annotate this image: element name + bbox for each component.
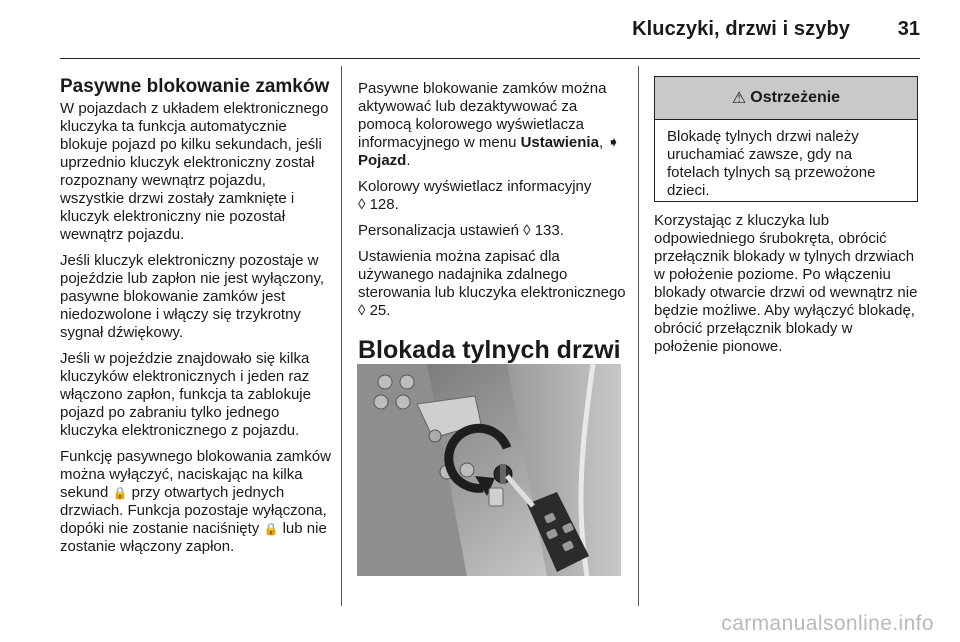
- paragraph: Jeśli w pojeździe znajdowało się kilka kluczyków elektronicznych i jeden raz włączono zapłon, funkcja ta zablokuje pojazd po zabraniu tylko jednego kluczyka elektronicznego z pojazdu.: [60, 350, 311, 439]
- submenu-name: Pojazd: [358, 152, 407, 169]
- door-lock-illustration: [357, 364, 621, 576]
- text-run: lub nie zostanie włączony zapłon.: [60, 520, 327, 555]
- door-lock-photo: [357, 364, 621, 576]
- header-title: Kluczyki, drzwi i szyby: [632, 18, 850, 40]
- page-reference-icon: ◊: [358, 196, 366, 213]
- lock-icon: 🔒: [112, 486, 128, 500]
- warning-header: [655, 77, 917, 120]
- menu-name: Ustawienia: [520, 134, 599, 151]
- column-3: [654, 212, 920, 364]
- warning-title: Ostrzeżenie: [750, 89, 841, 106]
- text-run: ,: [598, 134, 604, 151]
- text-run: przy otwartych jednych drzwiach. Funkcja pozostaje wyłączona, dopóki nie zostanie naciśnięty: [60, 484, 327, 537]
- paragraph: [60, 448, 332, 556]
- paragraph: Korzystając z kluczyka lub odpowiedniego śrubokręta, obrócić przełącznik blokady w tylnych drzwiach w położenie poziome. Po włączeniu blokady otwarcie drzwi od wewnątrz nie będzie możliwe. Aby wyłączyć blokadę, obrócić przełącznik blokady w położenie pionowe.: [654, 212, 918, 355]
- page-reference: 25.: [369, 302, 391, 319]
- text-run: Kolorowy wyświetlacz informacyjny: [358, 178, 592, 195]
- column-1: [60, 66, 332, 564]
- page-reference: 128.: [369, 196, 399, 213]
- warning-icon: ⚠: [731, 90, 747, 107]
- text-run: .: [406, 152, 411, 169]
- lock-icon: 🔒: [263, 522, 279, 536]
- page-reference-icon: ◊: [523, 222, 531, 239]
- watermark: carmanualsonline.info: [721, 612, 934, 635]
- text-run: Pasywne blokowanie zamków można aktywować lub dezaktywować za pomocą kolorowego wyświetlacza informacyjnego w menu: [358, 80, 607, 151]
- section-heading-rear-door-lock: Blokada tylnych drzwi: [358, 336, 621, 364]
- paragraph: [358, 80, 626, 170]
- page-reference: 133.: [534, 222, 564, 239]
- warning-text: Blokadę tylnych drzwi należy uruchamiać zawsze, gdy na fotelach tylnych są przewożone dzieci.: [667, 128, 876, 199]
- section-heading-passive-locking: Pasywne blokowanie zamków: [60, 76, 330, 97]
- column-divider-1: [341, 66, 342, 606]
- column-2: [358, 80, 626, 378]
- text-run: Ustawienia można zapisać dla używanego nadajnika zdalnego sterowania lub kluczyka elektronicznego: [358, 248, 626, 301]
- paragraph: [358, 178, 626, 214]
- paragraph: W pojazdach z układem elektronicznego kluczyka ta funkcja automatycznie blokuje pojazd po kilku sekundach, jeśli uprzednio kluczyk elektroniczny został rozpoznany wewnątrz pojazdu, wszystkie drzwi zostały zamknięte i kluczyk elektroniczny nie pozostał wewnątrz pojazdu.: [60, 100, 329, 243]
- header-rule: [60, 58, 920, 59]
- text-run: Funkcję pasywnego blokowania zamków można wyłączyć, naciskając na kilka sekund: [60, 448, 331, 501]
- text-run: Personalizacja ustawień: [358, 222, 519, 239]
- paragraph: Jeśli kluczyk elektroniczny pozostaje w pojeździe lub zapłon nie jest wyłączony, pasywne blokowanie zamków jest niedozwolone i włączy się trzykrotny sygnał dźwiękowy.: [60, 252, 325, 341]
- arrow-icon: ➧: [607, 134, 620, 151]
- column-divider-2: [638, 66, 639, 606]
- page-reference-icon: ◊: [358, 302, 366, 319]
- page-number: 31: [897, 18, 920, 40]
- paragraph: [358, 248, 626, 320]
- paragraph: [358, 222, 626, 240]
- warning-box: [654, 76, 918, 202]
